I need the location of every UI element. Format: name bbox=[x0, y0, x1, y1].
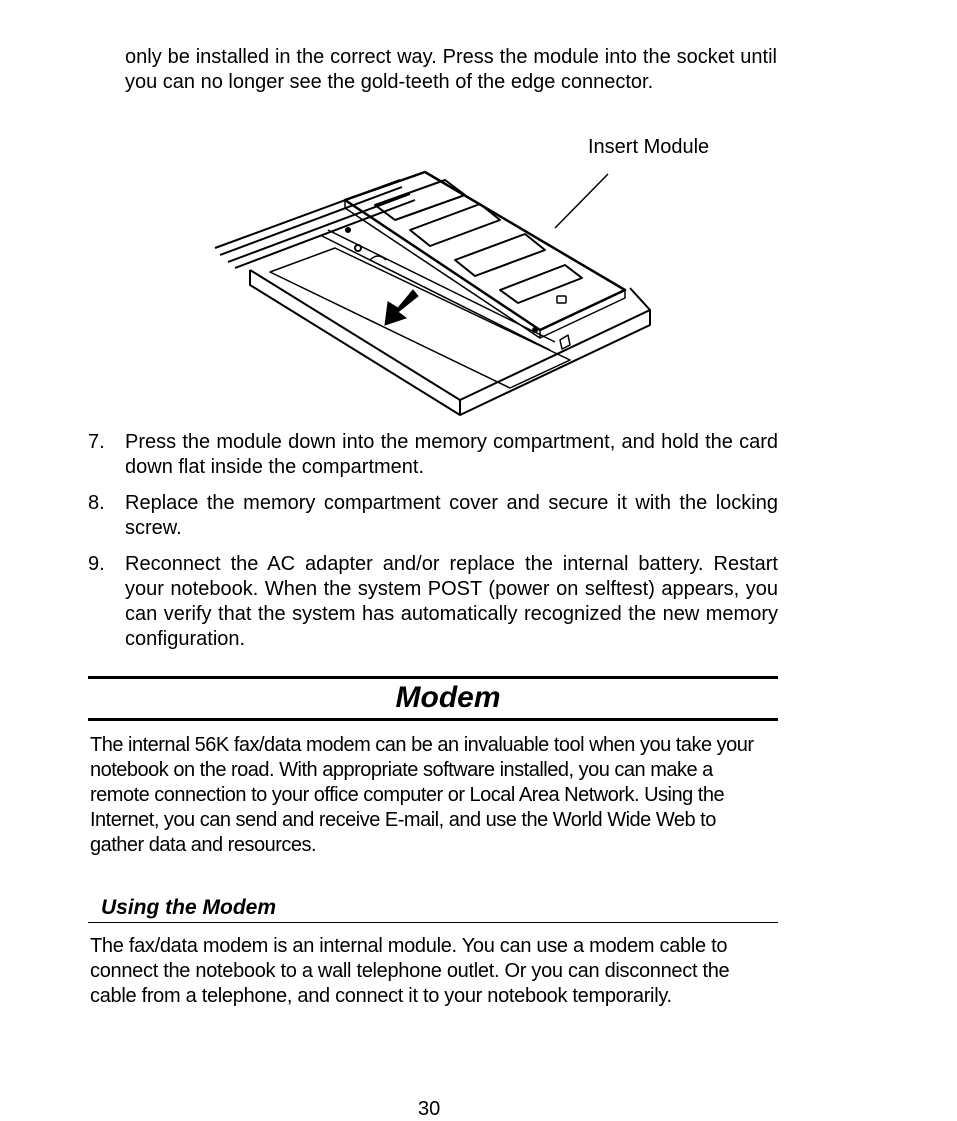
step-number: 8. bbox=[88, 492, 105, 514]
step-item bbox=[88, 430, 778, 480]
step-number: 9. bbox=[88, 553, 105, 575]
section-rule-bottom bbox=[88, 718, 778, 721]
step-text: Press the module down into the memory compartment, and hold the card down flat inside the compartment. bbox=[125, 431, 778, 478]
section-rule-top bbox=[88, 676, 778, 679]
step-item bbox=[88, 491, 778, 541]
using-modem-paragraph: The fax/data modem is an internal module. You can use a modem cable to connect the notebook to a wall telephone outlet. Or you can disconnect the cable from a telephone, and connect it to your notebook temporarily. bbox=[90, 935, 730, 1007]
memory-module-illustration bbox=[210, 160, 660, 420]
step-number: 7. bbox=[88, 431, 105, 453]
steps-list bbox=[88, 430, 778, 663]
step-text: Reconnect the AC adapter and/or replace the internal battery. Restart your notebook. When the system POST (power on selftest) appears, you can verify that the system has automatically recognized the new memory configuration. bbox=[125, 553, 778, 650]
step-item bbox=[88, 552, 778, 652]
intro-paragraph: only be installed in the correct way. Press the module into the socket until you can no longer see the gold-teeth of the edge connector. bbox=[125, 46, 777, 93]
modem-paragraph: The internal 56K fax/data modem can be an invaluable tool when you take your notebook on the road. With appropriate software installed, you can make a remote connection to your office computer or Local Area Network. Using the Internet, you can send and receive E-mail, and use the World Wide Web to gather data and resources. bbox=[90, 734, 754, 856]
page-number: 30 bbox=[418, 1098, 441, 1120]
subsection-title: Using the Modem bbox=[101, 896, 277, 919]
section-title: Modem bbox=[395, 681, 501, 714]
figure-label: Insert Module bbox=[588, 136, 710, 158]
subsection-rule bbox=[88, 922, 778, 923]
step-text: Replace the memory compartment cover and secure it with the locking screw. bbox=[125, 492, 778, 539]
